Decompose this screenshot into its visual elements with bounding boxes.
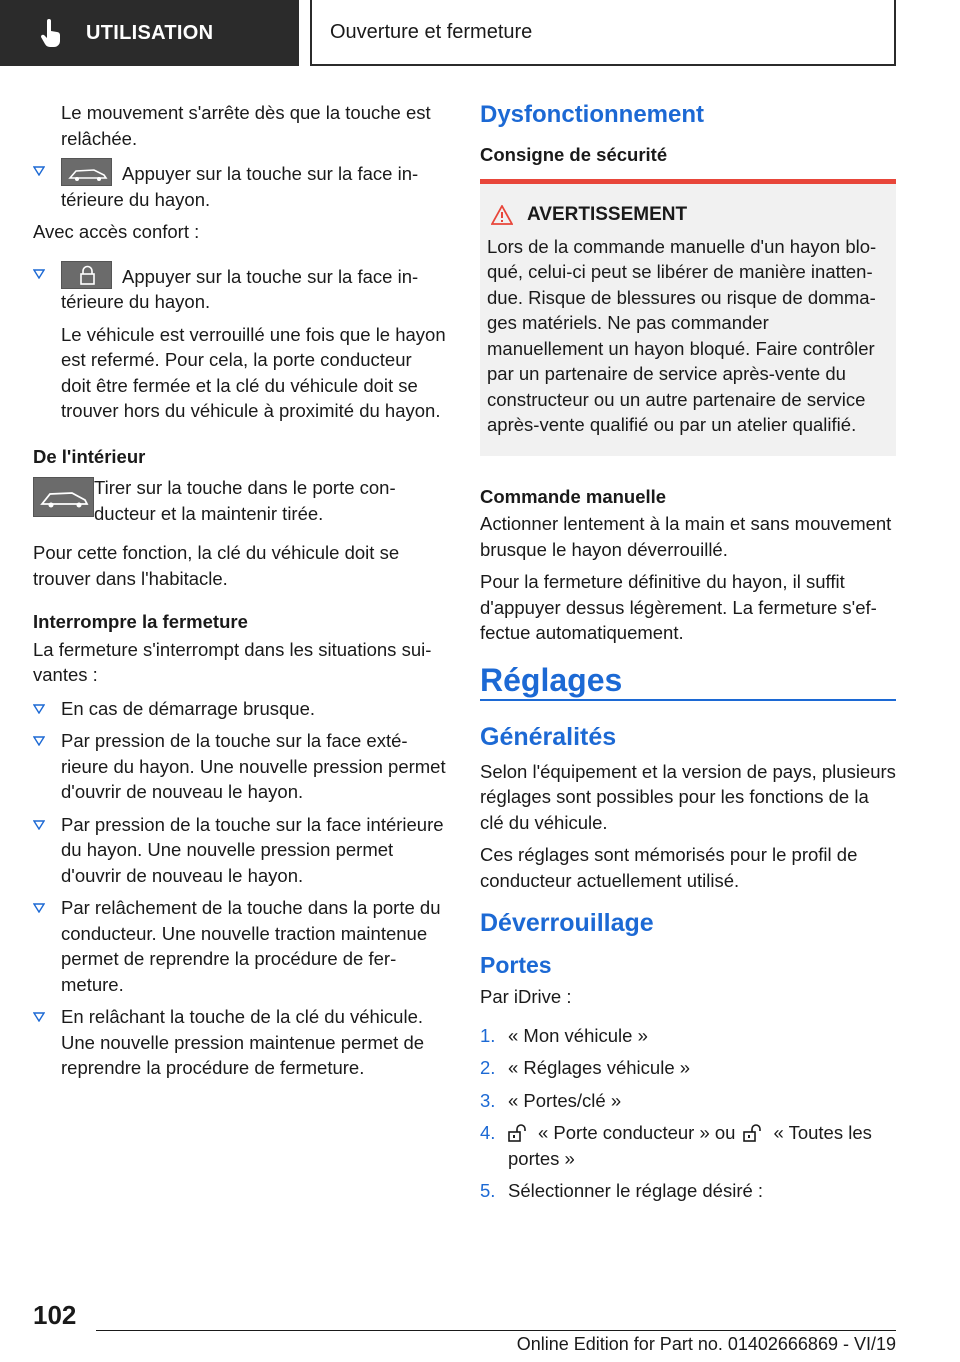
triangle-bullet-icon — [33, 1012, 45, 1022]
subheading: De l'intérieur — [33, 445, 146, 467]
chapter-heading: Réglages — [480, 668, 896, 702]
list-item-text: Par pression de la touche sur la face intérieure du hayon. Une nouvelle pression permet d'ouvrir de nouveau le hayon. — [61, 813, 444, 886]
list-item: 1. « Mon véhicule » — [480, 1024, 648, 1046]
page-number: 102 — [33, 1300, 77, 1330]
paragraph: Le véhicule est verrouillé une fois que le hayon est refermé. Pour cela, la porte conducteur doit être fermée et la clé du véhicule doit se trouver hors du véhicule à proximité du hayon. — [61, 323, 446, 421]
list-item — [33, 812, 446, 889]
paragraph: Pour cette fonction, la clé du véhicule doit se trouver dans l'habitacle. — [33, 542, 400, 589]
triangle-bullet-icon — [33, 736, 45, 746]
paragraph: Le mouvement s'arrête dès que la touche est relâchée. — [61, 102, 431, 149]
list-item-text: En cas de démarrage brusque. — [61, 697, 316, 719]
subheading: Interrompre la fermeture — [33, 611, 248, 632]
unlock-icon — [743, 1124, 763, 1142]
warning-title: AVERTISSEMENT — [487, 202, 888, 228]
paragraph: Pour la fermeture définitive du hayon, il suffit d'appuyer dessus légèrement. La fermeture s'effectue automatiquement. — [480, 571, 877, 643]
hand-pointer-icon — [40, 19, 62, 47]
tailgate-button-icon — [61, 158, 112, 186]
section-heading: Déverrouillage — [480, 909, 654, 937]
chapter-title: Ouverture et fermeture — [330, 20, 533, 43]
paragraph: Ces réglages sont mémorisés pour le profil de conducteur actuellement utilisé. — [480, 844, 858, 891]
subheading: Commande manuelle — [480, 485, 667, 507]
warning-triangle-icon — [491, 205, 513, 225]
list-item-text: Appuyer sur la touche sur la face intérieure du hayon. — [61, 163, 419, 210]
triangle-bullet-icon — [33, 903, 45, 913]
paragraph: Tirer sur la touche dans le porte conducteur et la maintenir tirée. — [94, 477, 396, 524]
section-heading: Généralités — [480, 723, 617, 751]
paragraph: Par iDrive : — [480, 986, 572, 1007]
section-title: UTILISATION — [86, 21, 214, 44]
paragraph: Avec accès confort : — [33, 221, 200, 242]
list-item: 3. « Portes/clé » — [480, 1089, 622, 1111]
list-item — [33, 728, 446, 805]
paragraph: La fermeture s'interrompt dans les situations suivantes : — [33, 638, 432, 685]
list-item — [33, 1004, 446, 1081]
lock-button-icon — [61, 261, 112, 289]
left-column — [33, 100, 446, 1088]
list-item — [33, 261, 446, 315]
list-item-text: Par relâchement de la touche dans la porte du conducteur. Une nouvelle traction maintenue permet de reprendre la procédure de fermeture. — [61, 897, 441, 995]
triangle-bullet-icon — [33, 820, 45, 830]
section-tab — [0, 0, 299, 66]
edition-text: Online Edition for Part no. 01402666869 - VI/19 — [516, 1334, 896, 1354]
unlock-icon — [508, 1124, 528, 1142]
paragraph: Actionner lentement à la main et sans mouvement brusque le hayon déverrouillé. — [480, 513, 892, 560]
list-item — [33, 158, 446, 212]
paragraph: Selon l'équipement et la version de pays, plusieurs réglages sont possibles pour les fonctions de la clé du véhicule. — [480, 760, 896, 833]
list-item-text: En relâchant la touche de la clé du véhicule. Une nouvelle pression maintenue permet de reprendre la procédure de fermeture. — [61, 1006, 425, 1078]
warning-text: Lors de la commande manuelle d'un hayon bloqué, celui-ci peut se libérer de manière inattendue. Risque de blessures ou risque de dommages matériels. Ne pas commander manuellement un hayon bloqué. Faire contrôler par un partenaire de service après-vente du constructeur ou un autre partenaire de service après-vente qualifié ou par un atelier qualifié. — [487, 235, 877, 435]
warning-box — [480, 179, 896, 456]
list-item-text: Appuyer sur la touche sur la face intérieure du hayon. — [61, 265, 419, 312]
tailgate-button-icon — [33, 477, 94, 517]
list-item — [33, 895, 446, 997]
section-heading: Dysfonctionnement — [480, 101, 705, 128]
subheading: Consigne de sécurité — [480, 143, 668, 165]
list-item — [33, 696, 446, 722]
subsection-heading: Portes — [480, 951, 552, 978]
chapter-tab — [310, 0, 896, 66]
list-item-text: Par pression de la touche sur la face extérieure du hayon. Une nouvelle pression permet d'ouvrir de nouveau le hayon. — [61, 730, 446, 802]
list-item: 2. « Réglages véhicule » — [480, 1057, 691, 1078]
triangle-bullet-icon — [33, 166, 45, 176]
key-row — [33, 475, 446, 526]
list-item: 4. « Porte conducteur » ou « Toutes les portes » — [480, 1122, 872, 1169]
right-column — [480, 100, 896, 1211]
footer-divider — [96, 1330, 896, 1331]
triangle-bullet-icon — [33, 704, 45, 714]
triangle-bullet-icon — [33, 269, 45, 279]
list-item: 5. Sélectionner le réglage désiré : — [480, 1180, 764, 1201]
